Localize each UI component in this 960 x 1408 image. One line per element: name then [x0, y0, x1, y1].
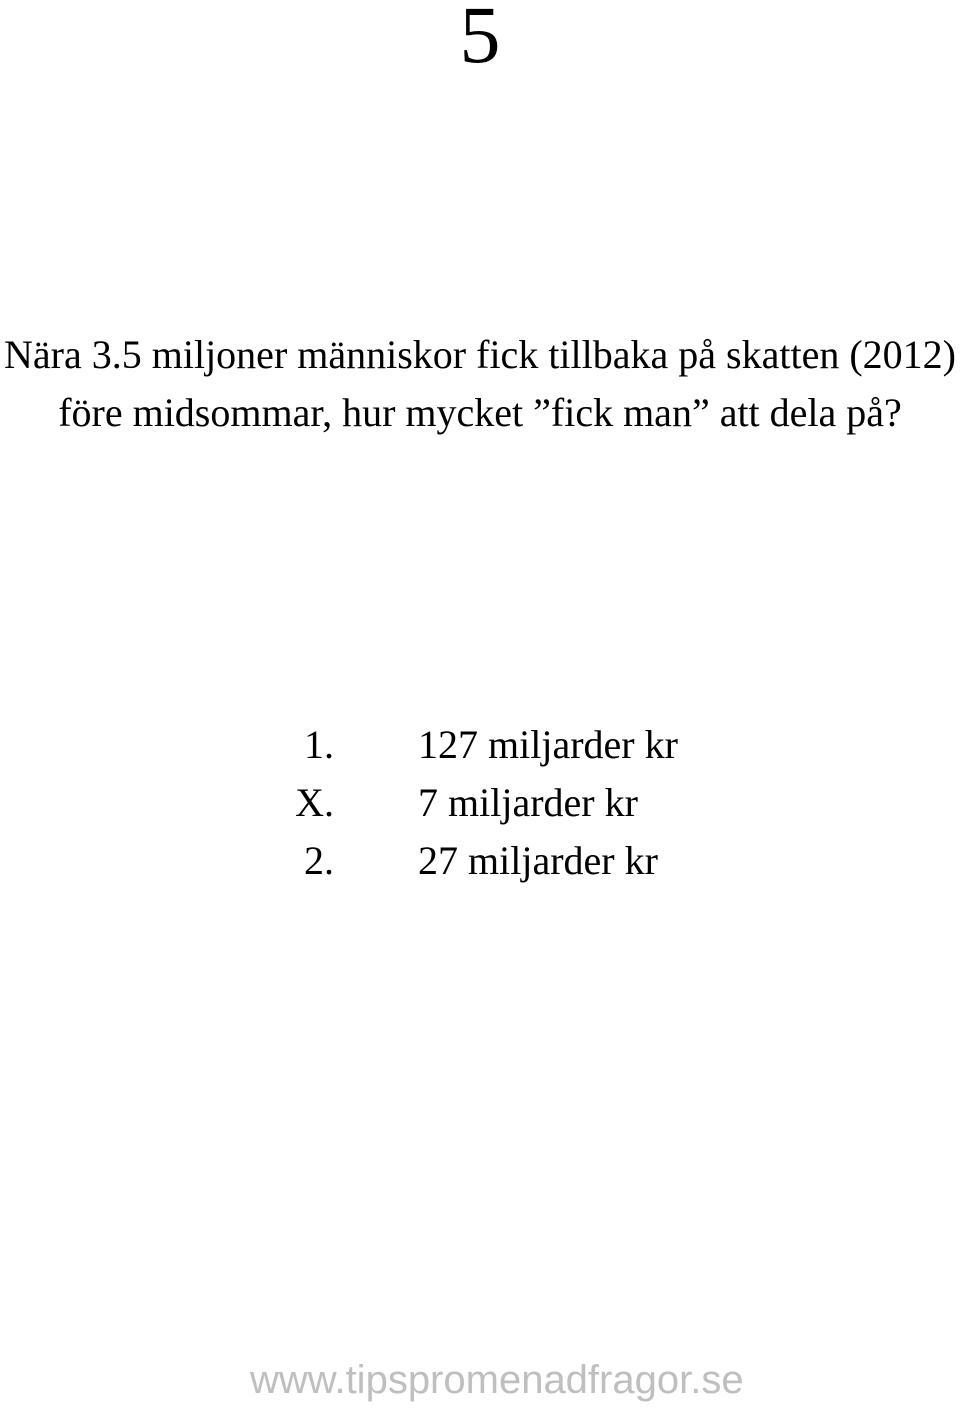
option-2 [0, 832, 960, 890]
option-1 [0, 716, 960, 774]
option-key: 1. [304, 722, 334, 767]
option-key: 2. [304, 838, 334, 883]
option-x [0, 774, 960, 832]
option-text: 7 miljarder kr [418, 780, 638, 825]
footer-url-watermark: www.tipspromenadfragor.se [250, 1358, 744, 1402]
answer-options [0, 716, 960, 890]
option-text: 27 miljarder kr [418, 838, 658, 883]
page-number: 5 [459, 0, 501, 80]
option-key: X. [295, 780, 334, 825]
question-line-2: före midsommar, hur mycket ”fick man” att dela på? [58, 390, 902, 435]
question-line-1: Nära 3.5 miljoner människor fick tillbaka på skatten (2012) [4, 332, 956, 377]
option-text: 127 miljarder kr [418, 722, 678, 767]
question-text [0, 326, 960, 442]
